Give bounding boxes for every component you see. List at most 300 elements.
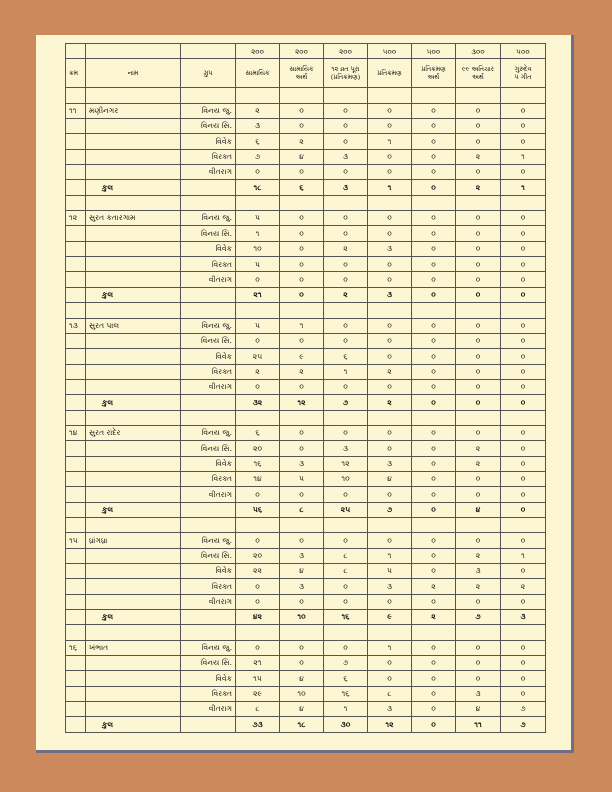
value-cell: ૦ bbox=[280, 226, 324, 241]
value-cell: ૦ bbox=[501, 564, 546, 579]
center-number bbox=[66, 564, 86, 579]
value-cell: ૫ bbox=[236, 318, 280, 333]
value-cell: ૦ bbox=[324, 379, 368, 394]
value-cell: ૦ bbox=[236, 579, 280, 594]
value-cell: ૩ bbox=[324, 149, 368, 164]
group-name: વિનય સિ. bbox=[181, 656, 236, 671]
group-name: વિવેક bbox=[181, 241, 236, 256]
value-cell: ૦ bbox=[412, 487, 456, 502]
value-cell: ૦ bbox=[456, 165, 501, 180]
total-row bbox=[66, 610, 546, 625]
value-cell: ૦ bbox=[501, 640, 546, 655]
value-cell: ૦ bbox=[412, 640, 456, 655]
results-table bbox=[65, 43, 546, 733]
total-cell: ૦ bbox=[501, 395, 546, 410]
center-number bbox=[66, 349, 86, 364]
value-cell: ૦ bbox=[412, 656, 456, 671]
center-name bbox=[86, 656, 181, 671]
center-number: ૧૧ bbox=[66, 103, 86, 118]
table-row bbox=[66, 487, 546, 502]
total-cell: ૭ bbox=[324, 395, 368, 410]
column-header: સામાયિક bbox=[236, 59, 280, 88]
center-number bbox=[66, 272, 86, 287]
group-name: વિરક્ત bbox=[181, 579, 236, 594]
value-cell: ૪ bbox=[368, 471, 412, 486]
total-cell: ૪ bbox=[456, 502, 501, 517]
table-row bbox=[66, 456, 546, 471]
total-cell: ૯ bbox=[368, 610, 412, 625]
center-name bbox=[86, 165, 181, 180]
value-cell: ૦ bbox=[501, 165, 546, 180]
group-name: વિવેક bbox=[181, 564, 236, 579]
value-cell: ૨ bbox=[280, 134, 324, 149]
total-cell: ૦ bbox=[456, 395, 501, 410]
spacer-row bbox=[66, 410, 546, 425]
table-row bbox=[66, 441, 546, 456]
center-number bbox=[66, 119, 86, 134]
value-cell: ૦ bbox=[456, 226, 501, 241]
spacer-row bbox=[66, 195, 546, 210]
value-cell: ૦ bbox=[456, 211, 501, 226]
table-row bbox=[66, 579, 546, 594]
center-name bbox=[86, 471, 181, 486]
total-cell: ૭ bbox=[501, 717, 546, 732]
value-cell: ૦ bbox=[412, 226, 456, 241]
points-cell: ૫૦૦ bbox=[412, 44, 456, 59]
table-row bbox=[66, 211, 546, 226]
value-cell: ૧૦ bbox=[236, 241, 280, 256]
group-name: વિરક્ત bbox=[181, 257, 236, 272]
value-cell: ૦ bbox=[501, 425, 546, 440]
value-cell: ૦ bbox=[324, 318, 368, 333]
value-cell: ૨૨ bbox=[236, 564, 280, 579]
value-cell: ૩ bbox=[280, 579, 324, 594]
value-cell: ૩ bbox=[368, 702, 412, 717]
value-cell: ૦ bbox=[501, 656, 546, 671]
table-row bbox=[66, 134, 546, 149]
center-name bbox=[86, 579, 181, 594]
group-name: વિરક્ત bbox=[181, 686, 236, 701]
value-cell: ૦ bbox=[236, 165, 280, 180]
center-name bbox=[86, 226, 181, 241]
value-cell: ૦ bbox=[412, 318, 456, 333]
points-cell: ૨૦૦ bbox=[236, 44, 280, 59]
value-cell: ૦ bbox=[368, 211, 412, 226]
value-cell: ૧૫ bbox=[236, 671, 280, 686]
value-cell: ૨૧ bbox=[236, 656, 280, 671]
center-number bbox=[66, 364, 86, 379]
total-cell: ૨ bbox=[412, 610, 456, 625]
center-name: મણીનગર bbox=[86, 103, 181, 118]
center-number bbox=[66, 226, 86, 241]
value-cell: ૦ bbox=[456, 134, 501, 149]
value-cell: ૦ bbox=[236, 594, 280, 609]
table-row bbox=[66, 333, 546, 348]
value-cell: ૦ bbox=[368, 119, 412, 134]
table-row bbox=[66, 257, 546, 272]
group-name: વીતરાગ bbox=[181, 594, 236, 609]
table-row bbox=[66, 364, 546, 379]
total-cell: ૭ bbox=[368, 502, 412, 517]
center-number bbox=[66, 333, 86, 348]
value-cell: ૨ bbox=[368, 364, 412, 379]
points-cell bbox=[86, 44, 181, 59]
value-cell: ૩ bbox=[456, 564, 501, 579]
value-cell: ૧૨ bbox=[324, 456, 368, 471]
center-number bbox=[66, 671, 86, 686]
center-name: ખંભાત bbox=[86, 640, 181, 655]
center-number bbox=[66, 487, 86, 502]
total-cell: ૧૬ bbox=[324, 610, 368, 625]
total-cell: ૨૫ bbox=[324, 502, 368, 517]
value-cell: ૦ bbox=[324, 211, 368, 226]
table-row bbox=[66, 149, 546, 164]
value-cell: ૦ bbox=[368, 656, 412, 671]
value-cell: ૦ bbox=[412, 594, 456, 609]
total-label: કુલ bbox=[86, 717, 181, 732]
total-cell: ૮ bbox=[280, 502, 324, 517]
value-cell: ૮ bbox=[324, 548, 368, 563]
total-cell: ૦ bbox=[280, 287, 324, 302]
value-cell: ૦ bbox=[456, 349, 501, 364]
value-cell: ૦ bbox=[456, 241, 501, 256]
value-cell: ૦ bbox=[412, 165, 456, 180]
total-cell: ૩ bbox=[368, 287, 412, 302]
value-cell: ૦ bbox=[236, 487, 280, 502]
center-name bbox=[86, 686, 181, 701]
value-cell: ૦ bbox=[324, 640, 368, 655]
value-cell: ૦ bbox=[280, 333, 324, 348]
group-name: વિવેક bbox=[181, 456, 236, 471]
center-number bbox=[66, 471, 86, 486]
center-number: ૧૨ bbox=[66, 211, 86, 226]
value-cell: ૦ bbox=[501, 594, 546, 609]
value-cell: ૦ bbox=[412, 548, 456, 563]
value-cell: ૦ bbox=[456, 533, 501, 548]
center-number bbox=[66, 594, 86, 609]
value-cell: ૦ bbox=[501, 671, 546, 686]
value-cell: ૦ bbox=[368, 533, 412, 548]
column-header: નામ bbox=[86, 59, 181, 88]
value-cell: ૦ bbox=[501, 333, 546, 348]
table-row bbox=[66, 318, 546, 333]
total-label: કુલ bbox=[86, 502, 181, 517]
center-number: ૧૫ bbox=[66, 533, 86, 548]
center-name bbox=[86, 564, 181, 579]
center-name bbox=[86, 594, 181, 609]
center-name bbox=[86, 379, 181, 394]
value-cell: ૦ bbox=[368, 257, 412, 272]
center-name: ધ્રાંગધ્રા bbox=[86, 533, 181, 548]
points-cell: ૫૦૦ bbox=[368, 44, 412, 59]
total-row bbox=[66, 395, 546, 410]
value-cell: ૩ bbox=[456, 686, 501, 701]
value-cell: ૧૬ bbox=[324, 686, 368, 701]
group-name: વિનય સિ. bbox=[181, 548, 236, 563]
total-cell: ૩૨ bbox=[236, 395, 280, 410]
value-cell: ૦ bbox=[368, 671, 412, 686]
value-cell: ૦ bbox=[501, 686, 546, 701]
value-cell: ૦ bbox=[501, 456, 546, 471]
value-cell: ૦ bbox=[324, 579, 368, 594]
value-cell: ૦ bbox=[280, 441, 324, 456]
report-page bbox=[36, 35, 574, 753]
group-name: વીતરાગ bbox=[181, 379, 236, 394]
value-cell: ૦ bbox=[324, 533, 368, 548]
value-cell: ૦ bbox=[280, 594, 324, 609]
value-cell: ૩ bbox=[280, 548, 324, 563]
group-name: વિનય સિ. bbox=[181, 119, 236, 134]
value-cell: ૦ bbox=[324, 257, 368, 272]
column-header: ૧૨ વ્રત પૂરા (પ્રતિક્રમણ) bbox=[324, 59, 368, 88]
value-cell: ૦ bbox=[368, 226, 412, 241]
group-name: વિરક્ત bbox=[181, 149, 236, 164]
value-cell: ૦ bbox=[324, 487, 368, 502]
total-cell: ૧૦ bbox=[280, 610, 324, 625]
total-cell: ૦ bbox=[412, 287, 456, 302]
value-cell: ૦ bbox=[501, 226, 546, 241]
value-cell: ૦ bbox=[456, 640, 501, 655]
value-cell: ૧ bbox=[368, 640, 412, 655]
table-row bbox=[66, 349, 546, 364]
group-name: વીતરાગ bbox=[181, 487, 236, 502]
total-cell: ૭૩ bbox=[236, 717, 280, 732]
value-cell: ૦ bbox=[368, 318, 412, 333]
total-cell: ૧ bbox=[501, 180, 546, 195]
value-cell: ૦ bbox=[368, 349, 412, 364]
value-cell: ૧ bbox=[368, 134, 412, 149]
spacer-row bbox=[66, 88, 546, 103]
center-name: સુરત કતારગામ bbox=[86, 211, 181, 226]
value-cell: ૦ bbox=[368, 103, 412, 118]
points-cell: ૨૦૦ bbox=[280, 44, 324, 59]
group-name: વિવેક bbox=[181, 671, 236, 686]
group-name: વિનય જુ. bbox=[181, 640, 236, 655]
total-cell: ૧૨ bbox=[368, 717, 412, 732]
value-cell: ૦ bbox=[368, 333, 412, 348]
value-cell: ૩ bbox=[368, 579, 412, 594]
center-name bbox=[86, 487, 181, 502]
total-label: કુલ bbox=[86, 287, 181, 302]
value-cell: ૦ bbox=[324, 119, 368, 134]
center-name bbox=[86, 241, 181, 256]
center-name bbox=[86, 441, 181, 456]
center-number: ૧૩ bbox=[66, 318, 86, 333]
center-number bbox=[66, 441, 86, 456]
value-cell: ૦ bbox=[412, 364, 456, 379]
value-cell: ૦ bbox=[280, 119, 324, 134]
value-cell: ૧ bbox=[368, 548, 412, 563]
total-cell: ૭ bbox=[456, 610, 501, 625]
value-cell: ૧ bbox=[324, 364, 368, 379]
value-cell: ૬ bbox=[236, 425, 280, 440]
table-row bbox=[66, 379, 546, 394]
value-cell: ૦ bbox=[368, 379, 412, 394]
group-name: વિનય સિ. bbox=[181, 333, 236, 348]
value-cell: ૦ bbox=[412, 456, 456, 471]
value-cell: ૦ bbox=[456, 487, 501, 502]
center-name bbox=[86, 349, 181, 364]
group-name: વિનય જુ. bbox=[181, 425, 236, 440]
table-row bbox=[66, 272, 546, 287]
value-cell: ૦ bbox=[280, 487, 324, 502]
value-cell: ૦ bbox=[412, 702, 456, 717]
total-label: કુલ bbox=[86, 180, 181, 195]
value-cell: ૫ bbox=[236, 211, 280, 226]
center-name bbox=[86, 134, 181, 149]
value-cell: ૦ bbox=[501, 533, 546, 548]
table-row bbox=[66, 226, 546, 241]
value-cell: ૪ bbox=[456, 702, 501, 717]
value-cell: ૪ bbox=[280, 564, 324, 579]
value-cell: ૦ bbox=[324, 103, 368, 118]
points-header-row bbox=[66, 44, 546, 59]
value-cell: ૮ bbox=[368, 686, 412, 701]
table-row bbox=[66, 656, 546, 671]
value-cell: ૪ bbox=[280, 702, 324, 717]
total-cell: ૧૮ bbox=[236, 180, 280, 195]
value-cell: ૦ bbox=[324, 594, 368, 609]
value-cell: ૨ bbox=[501, 579, 546, 594]
value-cell: ૨ bbox=[456, 456, 501, 471]
total-cell: ૫૬ bbox=[236, 502, 280, 517]
points-cell: ૨૦૦ bbox=[324, 44, 368, 59]
table-row bbox=[66, 471, 546, 486]
value-cell: ૦ bbox=[501, 257, 546, 272]
total-row bbox=[66, 180, 546, 195]
value-cell: ૮ bbox=[324, 564, 368, 579]
center-name: સુરત રાંદેર bbox=[86, 425, 181, 440]
value-cell: ૦ bbox=[324, 226, 368, 241]
value-cell: ૦ bbox=[412, 379, 456, 394]
total-cell: ૩ bbox=[501, 610, 546, 625]
points-cell: ૩૦૦ bbox=[456, 44, 501, 59]
column-header: ૯૯ અતિચાર અર્થ bbox=[456, 59, 501, 88]
value-cell: ૦ bbox=[501, 471, 546, 486]
center-number: ૧૪ bbox=[66, 425, 86, 440]
total-cell: ૩૦ bbox=[324, 717, 368, 732]
value-cell: ૦ bbox=[501, 134, 546, 149]
value-cell: ૦ bbox=[456, 364, 501, 379]
value-cell: ૦ bbox=[501, 119, 546, 134]
value-cell: ૦ bbox=[368, 272, 412, 287]
center-number bbox=[66, 702, 86, 717]
value-cell: ૨૫ bbox=[236, 349, 280, 364]
value-cell: ૦ bbox=[501, 211, 546, 226]
value-cell: ૦ bbox=[501, 441, 546, 456]
total-cell: ૨૧ bbox=[236, 287, 280, 302]
total-cell: ૬ bbox=[280, 180, 324, 195]
value-cell: ૦ bbox=[412, 119, 456, 134]
value-cell: ૨ bbox=[456, 548, 501, 563]
table-row bbox=[66, 103, 546, 118]
value-cell: ૧ bbox=[280, 318, 324, 333]
center-number bbox=[66, 165, 86, 180]
value-cell: ૨ bbox=[236, 364, 280, 379]
value-cell: ૦ bbox=[412, 349, 456, 364]
value-cell: ૧ bbox=[501, 149, 546, 164]
center-name bbox=[86, 257, 181, 272]
total-cell: ૦ bbox=[501, 287, 546, 302]
center-name: સુરત પાલ bbox=[86, 318, 181, 333]
total-cell: ૦ bbox=[456, 287, 501, 302]
value-cell: ૦ bbox=[280, 425, 324, 440]
value-cell: ૨ bbox=[324, 241, 368, 256]
table-row bbox=[66, 533, 546, 548]
total-row bbox=[66, 502, 546, 517]
group-name: વિનય જુ. bbox=[181, 211, 236, 226]
total-cell: ૨ bbox=[324, 287, 368, 302]
value-cell: ૦ bbox=[501, 318, 546, 333]
value-cell: ૦ bbox=[368, 441, 412, 456]
value-cell: ૧ bbox=[501, 548, 546, 563]
total-cell: ૧૨ bbox=[280, 395, 324, 410]
column-header: ગ્રુપ bbox=[181, 59, 236, 88]
column-header: પ્રતિક્રમણ bbox=[368, 59, 412, 88]
value-cell: ૨૯ bbox=[236, 686, 280, 701]
group-name: વિનય જુ. bbox=[181, 533, 236, 548]
value-cell: ૦ bbox=[412, 241, 456, 256]
value-cell: ૦ bbox=[412, 103, 456, 118]
center-name bbox=[86, 149, 181, 164]
value-cell: ૧ bbox=[236, 226, 280, 241]
value-cell: ૬ bbox=[236, 134, 280, 149]
value-cell: ૦ bbox=[280, 272, 324, 287]
value-cell: ૨ bbox=[280, 364, 324, 379]
group-name: વીતરાગ bbox=[181, 702, 236, 717]
value-cell: ૦ bbox=[368, 425, 412, 440]
value-cell: ૦ bbox=[456, 257, 501, 272]
table-row bbox=[66, 119, 546, 134]
value-cell: ૫ bbox=[280, 471, 324, 486]
table-row bbox=[66, 425, 546, 440]
spacer-row bbox=[66, 303, 546, 318]
value-cell: ૦ bbox=[368, 165, 412, 180]
value-cell: ૦ bbox=[412, 333, 456, 348]
value-cell: ૩ bbox=[368, 456, 412, 471]
total-label: કુલ bbox=[86, 610, 181, 625]
value-cell: ૩ bbox=[324, 441, 368, 456]
value-cell: ૫ bbox=[236, 257, 280, 272]
value-cell: ૦ bbox=[456, 318, 501, 333]
value-cell: ૦ bbox=[412, 686, 456, 701]
value-cell: ૩ bbox=[368, 241, 412, 256]
value-cell: ૦ bbox=[456, 671, 501, 686]
value-cell: ૦ bbox=[456, 594, 501, 609]
value-cell: ૦ bbox=[456, 471, 501, 486]
spacer-row bbox=[66, 625, 546, 640]
center-number bbox=[66, 134, 86, 149]
table-row bbox=[66, 686, 546, 701]
center-number bbox=[66, 656, 86, 671]
center-number bbox=[66, 548, 86, 563]
total-cell: ૧ bbox=[368, 180, 412, 195]
group-name: વિરક્ત bbox=[181, 471, 236, 486]
value-cell: ૭ bbox=[324, 656, 368, 671]
value-cell: ૦ bbox=[368, 594, 412, 609]
total-cell: ૦ bbox=[412, 395, 456, 410]
group-name: વિવેક bbox=[181, 134, 236, 149]
value-cell: ૦ bbox=[280, 656, 324, 671]
value-cell: ૪ bbox=[280, 149, 324, 164]
value-cell: ૦ bbox=[501, 241, 546, 256]
group-name: વિરક્ત bbox=[181, 364, 236, 379]
total-cell: ૨ bbox=[368, 395, 412, 410]
total-cell: ૪૨ bbox=[236, 610, 280, 625]
center-number bbox=[66, 579, 86, 594]
center-name bbox=[86, 702, 181, 717]
value-cell: ૫ bbox=[368, 564, 412, 579]
